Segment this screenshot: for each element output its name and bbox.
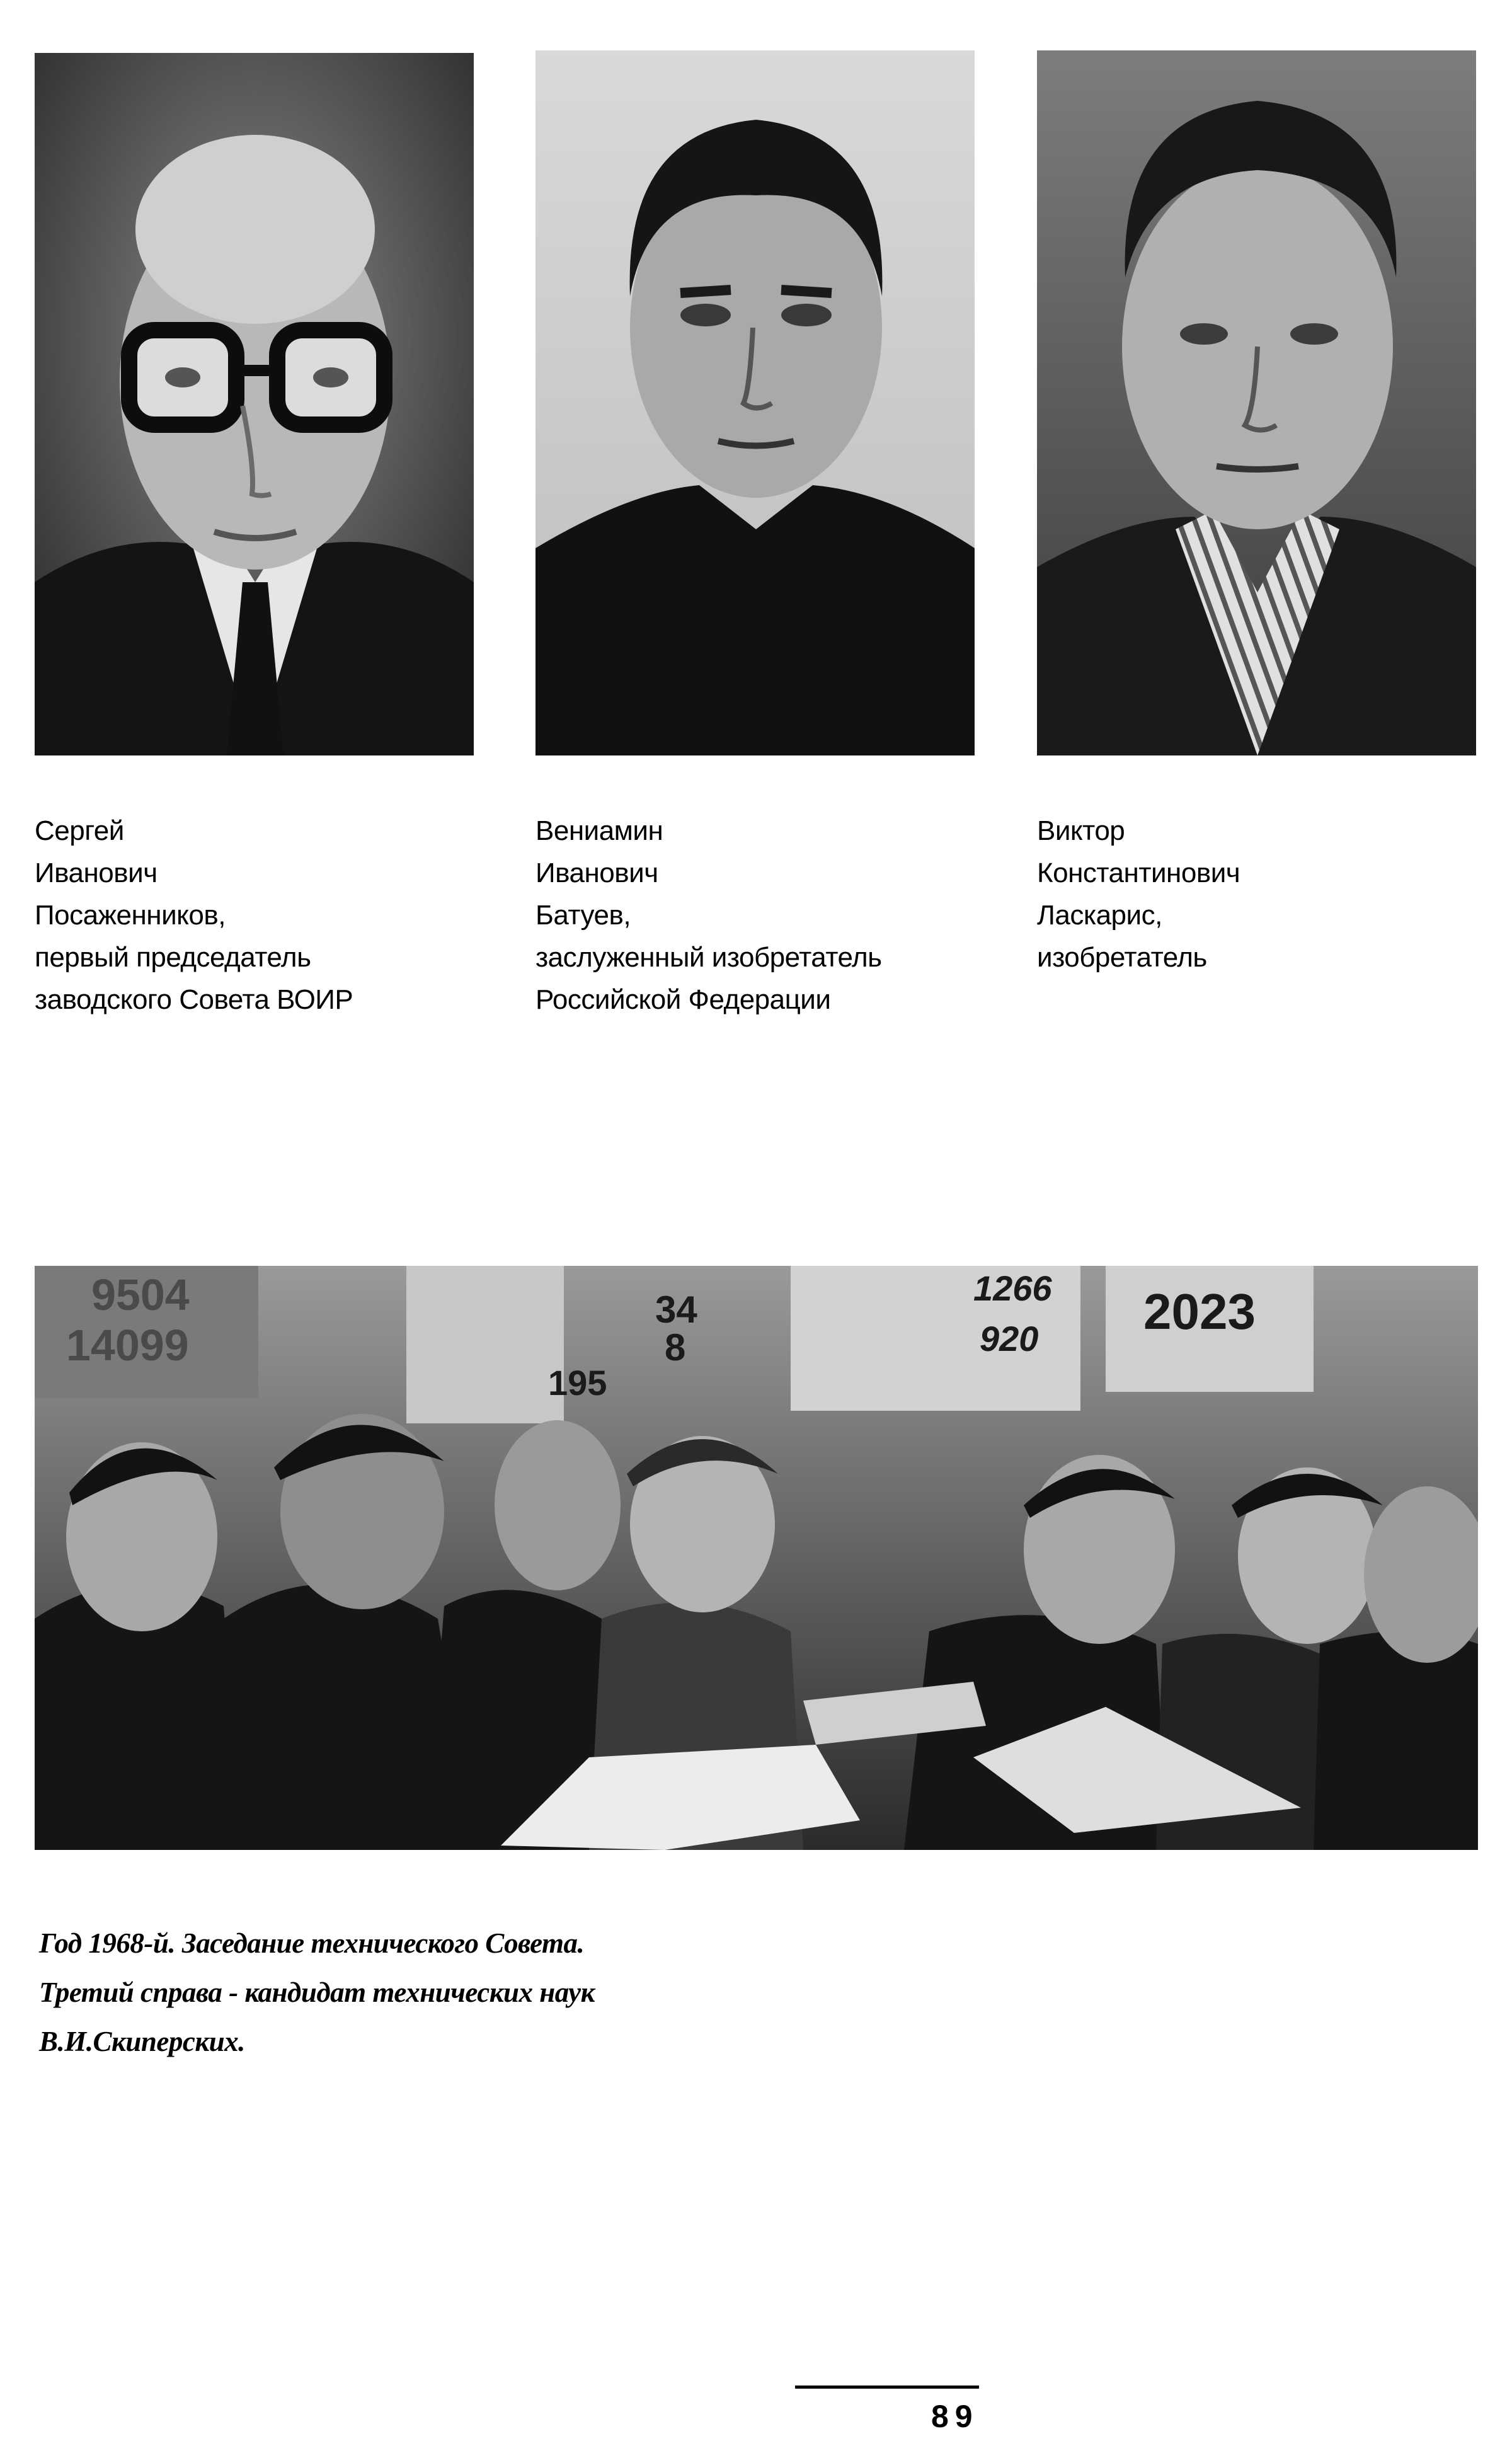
caption-line: Сергей bbox=[35, 815, 124, 846]
sign-14099: 14099 bbox=[66, 1321, 189, 1370]
portrait-photo-posazhennikov bbox=[35, 53, 474, 755]
group-photo-caption bbox=[39, 1919, 595, 2066]
caption-line: Посаженников, bbox=[35, 900, 226, 931]
page-number-rule bbox=[795, 2386, 979, 2389]
caption-line: Вениамин bbox=[536, 815, 663, 846]
caption-line: Российской Федерации bbox=[536, 984, 831, 1015]
group-photo-technical-council bbox=[35, 1266, 1478, 1850]
caption-line: В.И.Скиперских. bbox=[39, 2026, 245, 2057]
caption-line: Виктор bbox=[1037, 815, 1125, 846]
caption-line: изобретатель bbox=[1037, 942, 1207, 973]
sign-920: 920 bbox=[980, 1319, 1039, 1358]
page-number: 89 bbox=[931, 2399, 979, 2434]
caption-line: Иванович bbox=[35, 858, 158, 888]
caption-line: Константинович bbox=[1037, 858, 1240, 888]
caption-line: первый председатель bbox=[35, 942, 311, 973]
portrait-caption-laskaris bbox=[1037, 810, 1240, 979]
caption-line: заводского Совета ВОИР bbox=[35, 984, 353, 1015]
caption-line: Батуев, bbox=[536, 900, 631, 931]
sign-9504: 9504 bbox=[91, 1270, 190, 1319]
sign-2023: 2023 bbox=[1143, 1283, 1256, 1340]
caption-line: Третий справа - кандидат технических наук bbox=[39, 1977, 595, 2008]
sign-34: 34 bbox=[655, 1289, 697, 1331]
portrait-photo-batuev bbox=[536, 50, 975, 755]
sign-1266: 1266 bbox=[973, 1268, 1052, 1308]
portrait-photo-laskaris bbox=[1037, 50, 1476, 755]
caption-line: Иванович bbox=[536, 858, 658, 888]
sign-195: 195 bbox=[548, 1363, 607, 1403]
portrait-caption-posazhennikov bbox=[35, 810, 353, 1021]
caption-line: заслуженный изобретатель bbox=[536, 942, 882, 973]
portrait-caption-batuev bbox=[536, 810, 882, 1021]
sign-8: 8 bbox=[665, 1326, 686, 1369]
caption-line: Ласкарис, bbox=[1037, 900, 1162, 931]
caption-line: Год 1968-й. Заседание технического Совета. bbox=[39, 1927, 585, 1959]
